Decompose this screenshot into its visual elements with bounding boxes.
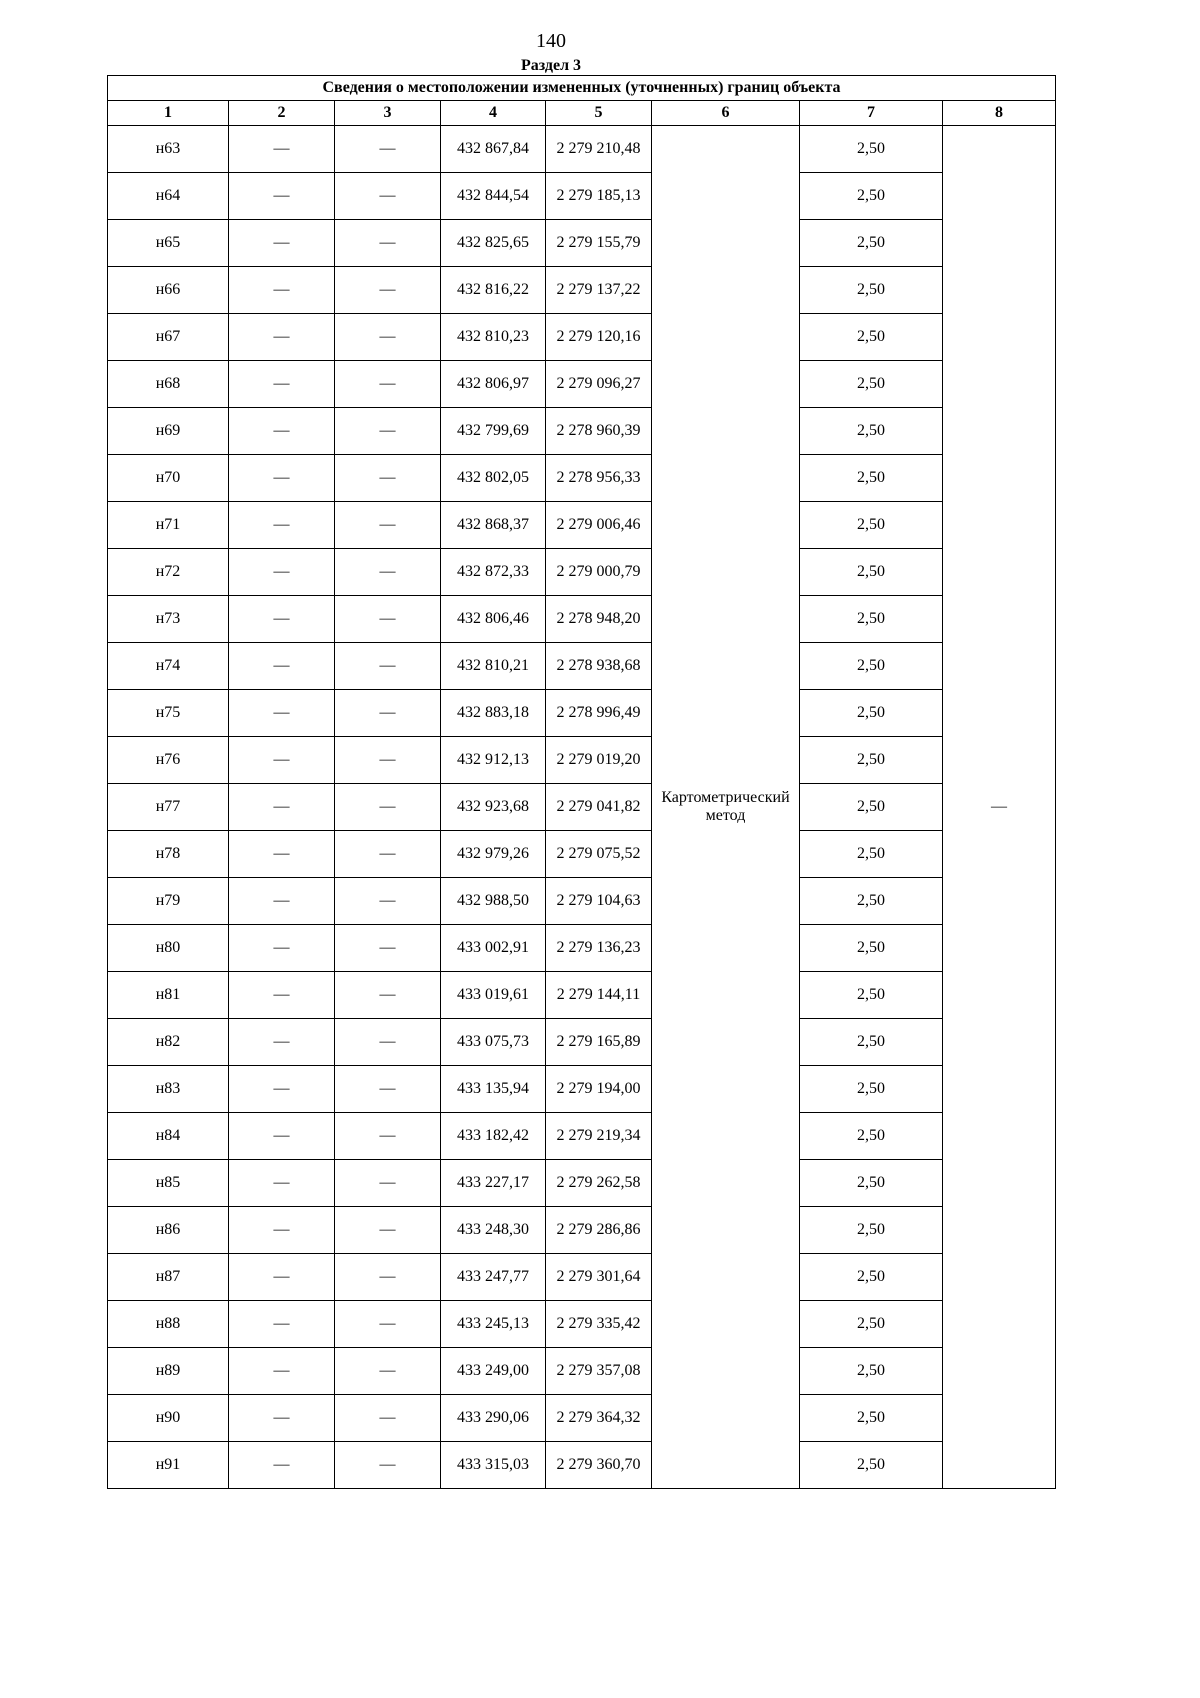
table-row <box>108 831 1056 878</box>
column-2-cell: — <box>229 1207 335 1254</box>
column-3-cell: — <box>335 1395 441 1442</box>
accuracy-cell: 2,50 <box>800 1301 943 1348</box>
column-number-4: 4 <box>441 101 546 126</box>
column-3-cell: — <box>335 690 441 737</box>
point-number-cell: н80 <box>108 925 229 972</box>
x-coordinate-cell: 432 806,46 <box>441 596 546 643</box>
table-row <box>108 784 1056 831</box>
column-3-cell: — <box>335 1066 441 1113</box>
point-number-cell: н64 <box>108 173 229 220</box>
table-row <box>108 502 1056 549</box>
method-cell: Картометрический метод <box>652 126 800 1489</box>
column-2-cell: — <box>229 1019 335 1066</box>
accuracy-cell: 2,50 <box>800 1160 943 1207</box>
y-coordinate-cell: 2 279 144,11 <box>546 972 652 1019</box>
y-coordinate-cell: 2 279 357,08 <box>546 1348 652 1395</box>
point-number-cell: н70 <box>108 455 229 502</box>
point-number-cell: н71 <box>108 502 229 549</box>
column-2-cell: — <box>229 1348 335 1395</box>
x-coordinate-cell: 433 249,00 <box>441 1348 546 1395</box>
column-number-3: 3 <box>335 101 441 126</box>
table-row <box>108 1442 1056 1489</box>
table-row <box>108 314 1056 361</box>
y-coordinate-cell: 2 279 210,48 <box>546 126 652 173</box>
accuracy-cell: 2,50 <box>800 643 943 690</box>
column-2-cell: — <box>229 267 335 314</box>
x-coordinate-cell: 433 315,03 <box>441 1442 546 1489</box>
column-2-cell: — <box>229 361 335 408</box>
column-3-cell: — <box>335 643 441 690</box>
x-coordinate-cell: 433 002,91 <box>441 925 546 972</box>
table-row <box>108 1348 1056 1395</box>
point-number-cell: н69 <box>108 408 229 455</box>
point-number-cell: н87 <box>108 1254 229 1301</box>
x-coordinate-cell: 432 872,33 <box>441 549 546 596</box>
accuracy-cell: 2,50 <box>800 408 943 455</box>
accuracy-cell: 2,50 <box>800 314 943 361</box>
point-number-cell: н78 <box>108 831 229 878</box>
column-2-cell: — <box>229 1113 335 1160</box>
y-coordinate-cell: 2 279 075,52 <box>546 831 652 878</box>
column-3-cell: — <box>335 173 441 220</box>
accuracy-cell: 2,50 <box>800 1066 943 1113</box>
column-3-cell: — <box>335 831 441 878</box>
y-coordinate-cell: 2 279 335,42 <box>546 1301 652 1348</box>
column-3-cell: — <box>335 455 441 502</box>
point-number-cell: н65 <box>108 220 229 267</box>
column-3-cell: — <box>335 596 441 643</box>
x-coordinate-cell: 432 868,37 <box>441 502 546 549</box>
accuracy-cell: 2,50 <box>800 831 943 878</box>
table-row <box>108 267 1056 314</box>
point-number-cell: н67 <box>108 314 229 361</box>
y-coordinate-cell: 2 278 948,20 <box>546 596 652 643</box>
table-row <box>108 173 1056 220</box>
column-number-7: 7 <box>800 101 943 126</box>
table-row <box>108 925 1056 972</box>
table-caption-row <box>108 76 1056 101</box>
column-3-cell: — <box>335 1254 441 1301</box>
point-number-cell: н91 <box>108 1442 229 1489</box>
y-coordinate-cell: 2 279 360,70 <box>546 1442 652 1489</box>
point-number-cell: н76 <box>108 737 229 784</box>
y-coordinate-cell: 2 279 219,34 <box>546 1113 652 1160</box>
table-row <box>108 408 1056 455</box>
accuracy-cell: 2,50 <box>800 972 943 1019</box>
column-2-cell: — <box>229 1254 335 1301</box>
column-2-cell: — <box>229 314 335 361</box>
column-number-6: 6 <box>652 101 800 126</box>
y-coordinate-cell: 2 279 120,16 <box>546 314 652 361</box>
point-number-cell: н84 <box>108 1113 229 1160</box>
y-coordinate-cell: 2 278 960,39 <box>546 408 652 455</box>
column-3-cell: — <box>335 361 441 408</box>
x-coordinate-cell: 432 844,54 <box>441 173 546 220</box>
y-coordinate-cell: 2 279 096,27 <box>546 361 652 408</box>
accuracy-cell: 2,50 <box>800 1113 943 1160</box>
table-row <box>108 1113 1056 1160</box>
column-number-5: 5 <box>546 101 652 126</box>
point-number-cell: н68 <box>108 361 229 408</box>
y-coordinate-cell: 2 279 006,46 <box>546 502 652 549</box>
x-coordinate-cell: 433 227,17 <box>441 1160 546 1207</box>
page-number: 140 <box>536 30 566 52</box>
x-coordinate-cell: 432 810,21 <box>441 643 546 690</box>
y-coordinate-cell: 2 279 137,22 <box>546 267 652 314</box>
y-coordinate-cell: 2 279 165,89 <box>546 1019 652 1066</box>
x-coordinate-cell: 432 806,97 <box>441 361 546 408</box>
accuracy-cell: 2,50 <box>800 502 943 549</box>
column-2-cell: — <box>229 502 335 549</box>
column-3-cell: — <box>335 1348 441 1395</box>
accuracy-cell: 2,50 <box>800 267 943 314</box>
point-number-cell: н82 <box>108 1019 229 1066</box>
column-3-cell: — <box>335 1207 441 1254</box>
x-coordinate-cell: 433 182,42 <box>441 1113 546 1160</box>
accuracy-cell: 2,50 <box>800 1254 943 1301</box>
column-2-cell: — <box>229 643 335 690</box>
column-number-2: 2 <box>229 101 335 126</box>
point-number-cell: н66 <box>108 267 229 314</box>
x-coordinate-cell: 432 802,05 <box>441 455 546 502</box>
accuracy-cell: 2,50 <box>800 220 943 267</box>
column-2-cell: — <box>229 878 335 925</box>
point-number-cell: н86 <box>108 1207 229 1254</box>
column-2-cell: — <box>229 220 335 267</box>
accuracy-cell: 2,50 <box>800 1348 943 1395</box>
point-number-cell: н63 <box>108 126 229 173</box>
column-2-cell: — <box>229 408 335 455</box>
accuracy-cell: 2,50 <box>800 361 943 408</box>
table-row <box>108 596 1056 643</box>
point-number-cell: н79 <box>108 878 229 925</box>
column-3-cell: — <box>335 126 441 173</box>
column-3-cell: — <box>335 502 441 549</box>
column-number-1: 1 <box>108 101 229 126</box>
column-3-cell: — <box>335 267 441 314</box>
table-row <box>108 1066 1056 1113</box>
table-row <box>108 972 1056 1019</box>
column-2-cell: — <box>229 1160 335 1207</box>
point-number-cell: н90 <box>108 1395 229 1442</box>
column-3-cell: — <box>335 784 441 831</box>
column-2-cell: — <box>229 784 335 831</box>
y-coordinate-cell: 2 279 019,20 <box>546 737 652 784</box>
point-number-cell: н88 <box>108 1301 229 1348</box>
point-number-cell: н85 <box>108 1160 229 1207</box>
x-coordinate-cell: 433 290,06 <box>441 1395 546 1442</box>
column-3-cell: — <box>335 1113 441 1160</box>
table-row <box>108 690 1056 737</box>
y-coordinate-cell: 2 279 364,32 <box>546 1395 652 1442</box>
y-coordinate-cell: 2 279 301,64 <box>546 1254 652 1301</box>
point-number-cell: н89 <box>108 1348 229 1395</box>
x-coordinate-cell: 432 825,65 <box>441 220 546 267</box>
table-body <box>108 76 1056 1489</box>
accuracy-cell: 2,50 <box>800 455 943 502</box>
x-coordinate-cell: 432 799,69 <box>441 408 546 455</box>
x-coordinate-cell: 432 979,26 <box>441 831 546 878</box>
y-coordinate-cell: 2 279 104,63 <box>546 878 652 925</box>
column-2-cell: — <box>229 972 335 1019</box>
column-2-cell: — <box>229 596 335 643</box>
x-coordinate-cell: 433 247,77 <box>441 1254 546 1301</box>
accuracy-cell: 2,50 <box>800 737 943 784</box>
column-2-cell: — <box>229 455 335 502</box>
x-coordinate-cell: 432 867,84 <box>441 126 546 173</box>
column-2-cell: — <box>229 126 335 173</box>
accuracy-cell: 2,50 <box>800 690 943 737</box>
x-coordinate-cell: 432 810,23 <box>441 314 546 361</box>
accuracy-cell: 2,50 <box>800 549 943 596</box>
column-3-cell: — <box>335 1160 441 1207</box>
x-coordinate-cell: 433 248,30 <box>441 1207 546 1254</box>
column-2-cell: — <box>229 1442 335 1489</box>
accuracy-cell: 2,50 <box>800 925 943 972</box>
x-coordinate-cell: 433 019,61 <box>441 972 546 1019</box>
column-2-cell: — <box>229 1066 335 1113</box>
table-row <box>108 1207 1056 1254</box>
column-3-cell: — <box>335 972 441 1019</box>
accuracy-cell: 2,50 <box>800 784 943 831</box>
y-coordinate-cell: 2 279 286,86 <box>546 1207 652 1254</box>
table-row <box>108 549 1056 596</box>
accuracy-cell: 2,50 <box>800 1442 943 1489</box>
y-coordinate-cell: 2 279 136,23 <box>546 925 652 972</box>
column-2-cell: — <box>229 173 335 220</box>
accuracy-cell: 2,50 <box>800 1207 943 1254</box>
column-number-8: 8 <box>943 101 1056 126</box>
y-coordinate-cell: 2 279 262,58 <box>546 1160 652 1207</box>
x-coordinate-cell: 433 245,13 <box>441 1301 546 1348</box>
table-row <box>108 1395 1056 1442</box>
point-number-cell: н74 <box>108 643 229 690</box>
column-3-cell: — <box>335 1301 441 1348</box>
y-coordinate-cell: 2 279 041,82 <box>546 784 652 831</box>
point-number-cell: н75 <box>108 690 229 737</box>
column-3-cell: — <box>335 878 441 925</box>
y-coordinate-cell: 2 279 155,79 <box>546 220 652 267</box>
accuracy-cell: 2,50 <box>800 878 943 925</box>
column-2-cell: — <box>229 925 335 972</box>
table-row <box>108 878 1056 925</box>
y-coordinate-cell: 2 279 194,00 <box>546 1066 652 1113</box>
point-number-cell: н72 <box>108 549 229 596</box>
accuracy-cell: 2,50 <box>800 173 943 220</box>
column-3-cell: — <box>335 549 441 596</box>
table-row <box>108 643 1056 690</box>
column-8-cell: — <box>943 126 1056 1489</box>
accuracy-cell: 2,50 <box>800 126 943 173</box>
table-row <box>108 1019 1056 1066</box>
column-2-cell: — <box>229 690 335 737</box>
boundary-coordinates-table <box>107 75 1056 1489</box>
column-2-cell: — <box>229 1301 335 1348</box>
table-row <box>108 455 1056 502</box>
section-title: Раздел 3 <box>520 57 582 74</box>
y-coordinate-cell: 2 278 996,49 <box>546 690 652 737</box>
y-coordinate-cell: 2 279 185,13 <box>546 173 652 220</box>
x-coordinate-cell: 432 923,68 <box>441 784 546 831</box>
point-number-cell: н73 <box>108 596 229 643</box>
column-number-row <box>108 101 1056 126</box>
column-3-cell: — <box>335 220 441 267</box>
table-row <box>108 737 1056 784</box>
x-coordinate-cell: 433 135,94 <box>441 1066 546 1113</box>
column-3-cell: — <box>335 1442 441 1489</box>
table-row <box>108 1160 1056 1207</box>
x-coordinate-cell: 432 883,18 <box>441 690 546 737</box>
column-3-cell: — <box>335 737 441 784</box>
y-coordinate-cell: 2 278 956,33 <box>546 455 652 502</box>
column-2-cell: — <box>229 737 335 784</box>
table-caption: Сведения о местоположении измененных (уточненных) границ объекта <box>108 76 1056 101</box>
table-row <box>108 220 1056 267</box>
y-coordinate-cell: 2 279 000,79 <box>546 549 652 596</box>
accuracy-cell: 2,50 <box>800 1019 943 1066</box>
table-row <box>108 1301 1056 1348</box>
column-3-cell: — <box>335 408 441 455</box>
y-coordinate-cell: 2 278 938,68 <box>546 643 652 690</box>
accuracy-cell: 2,50 <box>800 596 943 643</box>
x-coordinate-cell: 432 816,22 <box>441 267 546 314</box>
table-row <box>108 126 1056 173</box>
table-row <box>108 1254 1056 1301</box>
column-2-cell: — <box>229 1395 335 1442</box>
point-number-cell: н77 <box>108 784 229 831</box>
x-coordinate-cell: 432 988,50 <box>441 878 546 925</box>
point-number-cell: н81 <box>108 972 229 1019</box>
column-3-cell: — <box>335 314 441 361</box>
column-2-cell: — <box>229 549 335 596</box>
column-2-cell: — <box>229 831 335 878</box>
accuracy-cell: 2,50 <box>800 1395 943 1442</box>
point-number-cell: н83 <box>108 1066 229 1113</box>
column-3-cell: — <box>335 925 441 972</box>
table-row <box>108 361 1056 408</box>
x-coordinate-cell: 432 912,13 <box>441 737 546 784</box>
x-coordinate-cell: 433 075,73 <box>441 1019 546 1066</box>
column-3-cell: — <box>335 1019 441 1066</box>
